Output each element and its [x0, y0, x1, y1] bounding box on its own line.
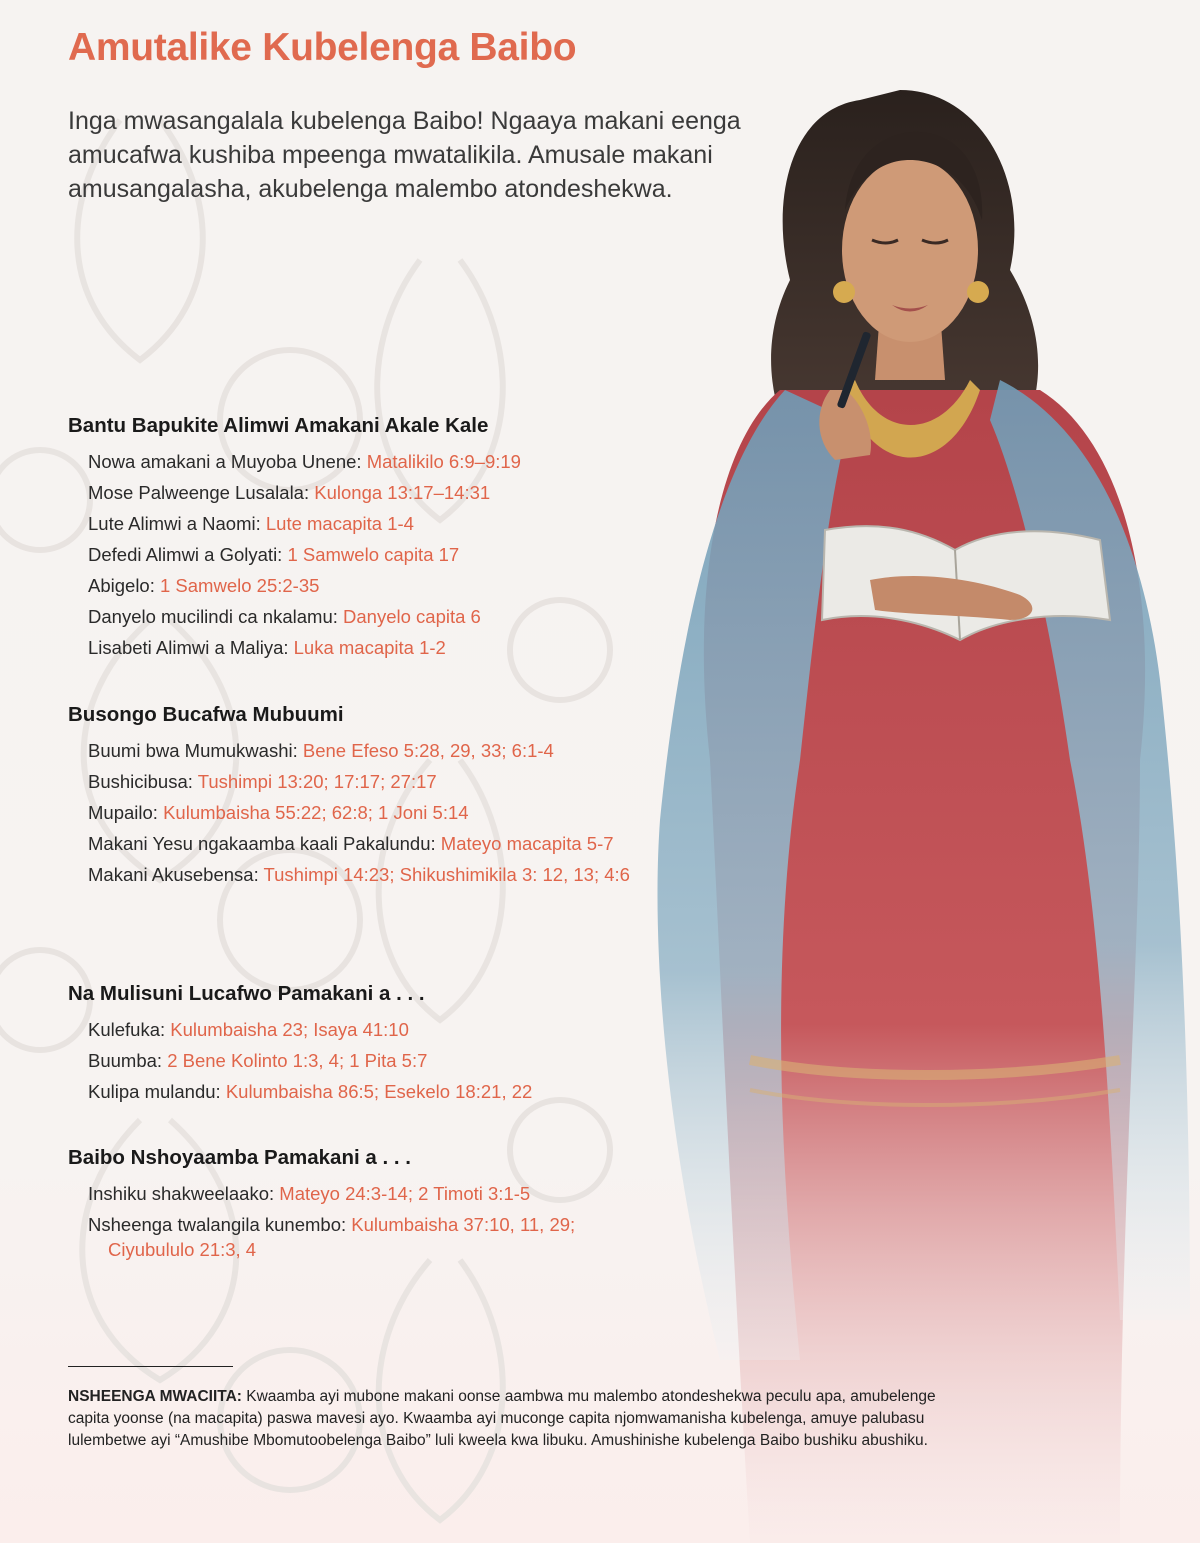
list-item: Makani Yesu ngakaamba kaali Pakalundu: Mateyo macapita 5-7 — [88, 833, 614, 854]
page-title: Amutalike Kubelenga Baibo — [68, 26, 577, 69]
section-heading: Baibo Nshoyaamba Pamakani a . . . — [68, 1146, 411, 1169]
list-item: Abigelo: 1 Samwelo 25:2-35 — [88, 575, 320, 596]
scripture-link[interactable]: Mateyo 24:3-14; 2 Timoti 3:1-5 — [279, 1183, 531, 1204]
scripture-link[interactable]: Tushimpi 13:20; 17:17; 27:17 — [197, 771, 437, 792]
list-item: Kulefuka: Kulumbaisha 23; Isaya 41:10 — [88, 1019, 409, 1040]
footnote-divider — [68, 1366, 233, 1367]
list-item: Danyelo mucilindi ca nkalamu: Danyelo capita 6 — [88, 606, 481, 627]
list-item: Lisabeti Alimwi a Maliya: Luka macapita 1-2 — [88, 637, 446, 658]
list-item: Defedi Alimwi a Golyati: 1 Samwelo capita 17 — [88, 544, 460, 565]
scripture-link[interactable]: Kulumbaisha 86:5; Esekelo 18:21, 22 — [225, 1081, 533, 1102]
scripture-link[interactable]: 2 Bene Kolinto 1:3, 4; 1 Pita 5:7 — [167, 1050, 428, 1071]
list-item: Nsheenga twalangila kunembo: Kulumbaisha 37:10, 11, 29; Ciyubululo 21:3, 4 — [88, 1214, 576, 1260]
section-bible-says — [68, 1146, 648, 1268]
list-item: Buumba: 2 Bene Kolinto 1:3, 4; 1 Pita 5:7 — [88, 1050, 428, 1071]
section-help — [68, 982, 648, 1110]
scripture-link[interactable]: Lute macapita 1-4 — [265, 513, 414, 534]
list-item: Buumi bwa Mumukwashi: Bene Efeso 5:28, 29, 33; 6:1-4 — [88, 740, 554, 761]
scripture-link[interactable]: Danyelo capita 6 — [343, 606, 481, 627]
scripture-link[interactable]: 1 Samwelo capita 17 — [287, 544, 460, 565]
scripture-link[interactable]: Kulumbaisha 23; Isaya 41:10 — [170, 1019, 409, 1040]
list-item: Kulipa mulandu: Kulumbaisha 86:5; Esekelo 18:21, 22 — [88, 1081, 533, 1102]
section-heading: Na Mulisuni Lucafwo Pamakani a . . . — [68, 982, 425, 1005]
scripture-link[interactable]: Luka macapita 1-2 — [293, 637, 446, 658]
section-old-stories — [68, 414, 648, 666]
scripture-link[interactable]: Kulumbaisha 55:22; 62:8; 1 Joni 5:14 — [163, 802, 469, 823]
footnote — [68, 1386, 978, 1452]
list-item: Makani Akusebensa: Tushimpi 14:23; Shikushimikila 3: 12, 13; 4:6 — [88, 864, 630, 885]
list-item: Bushicibusa: Tushimpi 13:20; 17:17; 27:17 — [88, 771, 437, 792]
list-item: Inshiku shakweelaako: Mateyo 24:3-14; 2 Timoti 3:1-5 — [88, 1183, 531, 1204]
scripture-link[interactable]: 1 Samwelo 25:2-35 — [160, 575, 320, 596]
woman-reading-illustration — [600, 60, 1200, 1543]
scripture-link[interactable]: Tushimpi 14:23; Shikushimikila 3: 12, 13; 4:6 — [263, 864, 630, 885]
scripture-link[interactable]: Matalikilo 6:9–9:19 — [366, 451, 521, 472]
list-item: Nowa amakani a Muyoba Unene: Matalikilo 6:9–9:19 — [88, 451, 521, 472]
scripture-link[interactable]: Kulumbaisha 37:10, 11, 29; Ciyubululo 21:3, 4 — [108, 1214, 576, 1260]
list-item: Mose Palweenge Lusalala: Kulonga 13:17–14:31 — [88, 482, 491, 503]
footnote-label: NSHEENGA MWACIITA: — [68, 1388, 242, 1405]
section-wisdom — [68, 703, 648, 893]
list-item: Mupailo: Kulumbaisha 55:22; 62:8; 1 Joni 5:14 — [88, 802, 469, 823]
list-item: Lute Alimwi a Naomi: Lute macapita 1-4 — [88, 513, 414, 534]
footnote-text: Kwaamba ayi mubone makani oonse aambwa mu malembo atondeshekwa peculu apa, amubelenge capita yoonse (na macapita) paswa mavesi ayo. Kwaamba ayi muconge capita njomwamanisha kubelenga, amuye palubasu lulembetwe ayi “Amushibe Mbomutoobelenga Baibo” luli kweela kwa libuku. Amushinishe kubelenga Baibo bushiku abushiku. — [68, 1388, 936, 1449]
scripture-link[interactable]: Bene Efeso 5:28, 29, 33; 6:1-4 — [302, 740, 554, 761]
scripture-link[interactable]: Mateyo macapita 5-7 — [440, 833, 614, 854]
section-heading: Busongo Bucafwa Mubuumi — [68, 703, 344, 726]
intro-text: Inga mwasangalala kubelenga Baibo! Ngaaya makani eenga amucafwa kushiba mpeenga mwatalikila. Amusale makani amusangalasha, akubelenga malembo atondeshekwa. — [68, 107, 741, 203]
section-heading: Bantu Bapukite Alimwi Amakani Akale Kale — [68, 414, 489, 437]
scripture-link[interactable]: Kulonga 13:17–14:31 — [314, 482, 491, 503]
